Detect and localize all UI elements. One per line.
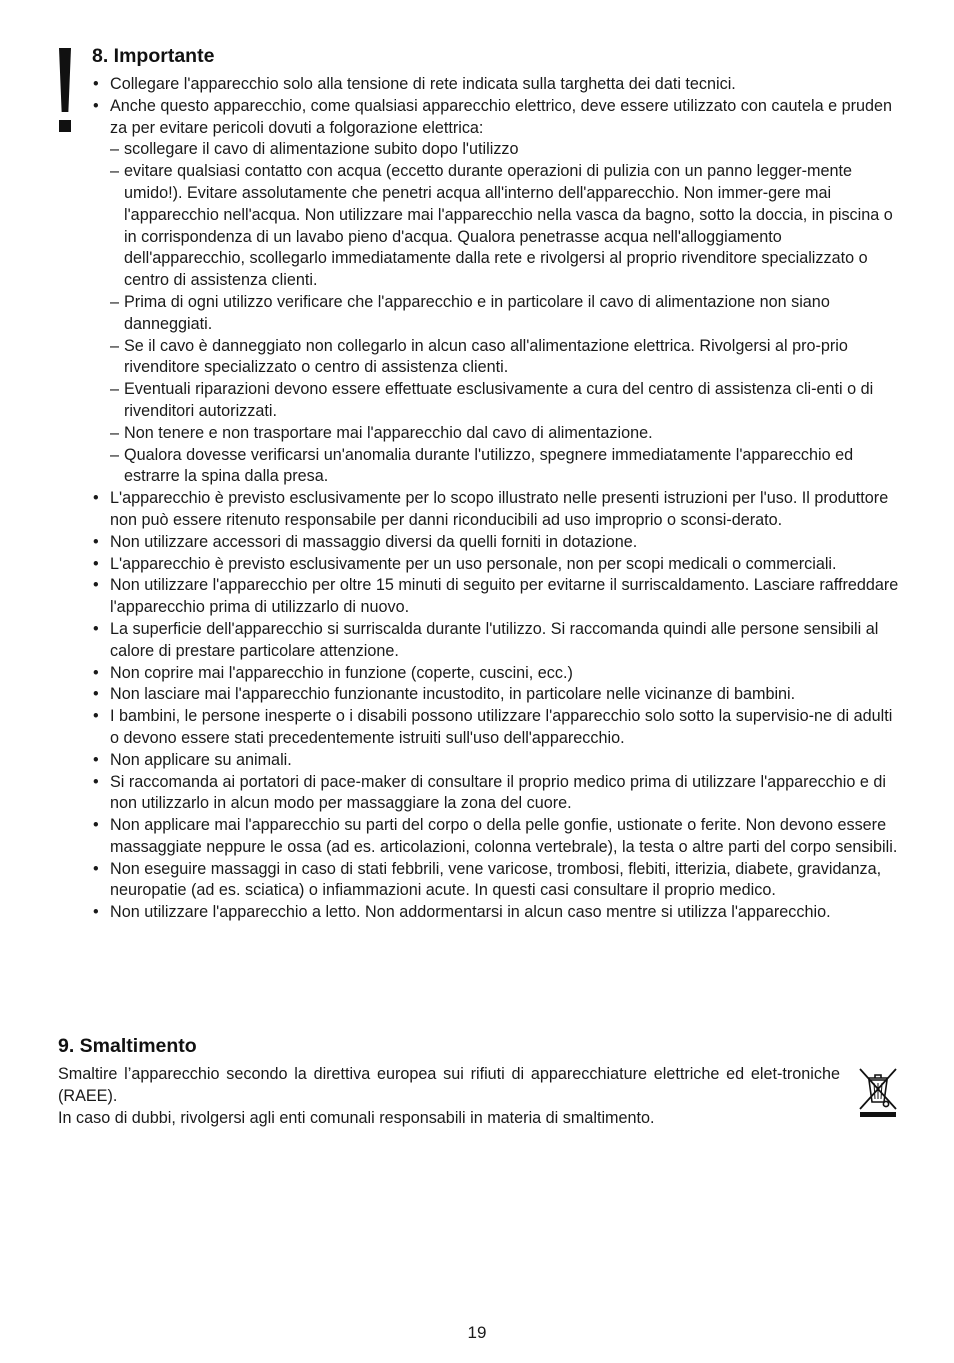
section-title: 9. Smaltimento <box>58 1035 197 1057</box>
list-item: • Si raccomanda ai portatori di pace-maker di consultare il proprio medico prima di utilizzare l'apparecchio e di non utilizzarlo in alcun modo per massaggiare la zona del cuore. <box>92 772 900 816</box>
list-item: • Anche questo apparecchio, come qualsiasi apparecchio elettrico, deve essere utilizzato con cautela e pruden za per evitare pericoli dovuti a folgorazione elettrica: <box>92 96 900 140</box>
list-item: • Non coprire mai l'apparecchio in funzione (coperte, cuscini, ecc.) <box>92 663 900 685</box>
sub-list-item: – Prima di ogni utilizzo verificare che l'apparecchio e in particolare il cavo di alimentazione non siano danneggiati. <box>92 292 900 336</box>
crossed-out-wheelie-bin-icon <box>856 1064 900 1118</box>
list-item: • Non utilizzare accessori di massaggio diversi da quelli forniti in dotazione. <box>92 532 900 554</box>
sub-list-item: – Qualora dovesse verificarsi un'anomalia durante l'utilizzo, spegnere immediatamente l'apparecchio ed estrarre la spina dalla presa. <box>92 445 900 489</box>
list-item: • L'apparecchio è previsto esclusivamente per lo scopo illustrato nelle presenti istruzioni per l'uso. Il produttore non può essere ritenuto responsabile per danni riconducibili ad uso improprio o sconsi-derato. <box>92 488 900 532</box>
list-item: • Non lasciare mai l'apparecchio funzionante incustodito, in particolare nelle vicinanze di bambini. <box>92 684 900 706</box>
sub-list-item: – evitare qualsiasi contatto con acqua (eccetto durante operazioni di pulizia con un panno legger-mente umido!). Evitare assolutamente che penetri acqua all'interno dell'apparecchio. Non immer-gere mai l'apparecchio nell'acqua. Non utilizzare mai l'apparecchio nella vasca da bagno, sotto la doccia, in piscina o in corrispondenza di un lavabo pieno d'acqua. Qualora penetrasse acqua nell'alloggiamento dell'apparecchio, scollegarlo immediatamente dalla rete e rivolgersi al proprio rivenditore specializzato o centro di assistenza clienti. <box>92 161 900 292</box>
sub-list-item: – Se il cavo è danneggiato non collegarlo in alcun caso all'alimentazione elettrica. Rivolgersi al pro-prio rivenditore specializzato o centro di assistenza clienti. <box>92 336 900 380</box>
sub-list-item: – scollegare il cavo di alimentazione subito dopo l'utilizzo <box>92 139 900 161</box>
disposal-contact-paragraph: In caso di dubbi, rivolgersi agli enti comunali responsabili in materia di smaltimento. <box>58 1108 655 1127</box>
section-importante <box>92 44 900 924</box>
list-item: • L'apparecchio è previsto esclusivamente per un uso personale, non per scopi medicali o commerciali. <box>92 554 900 576</box>
list-item: • Non utilizzare l'apparecchio a letto. Non addormentarsi in alcun caso mentre si utilizza l'apparecchio. <box>92 902 900 924</box>
section-title: 8. Importante <box>92 45 215 67</box>
list-item: • Non applicare su animali. <box>92 750 900 772</box>
disposal-paragraph: Smaltire l’apparecchio secondo la direttiva europea sui rifiuti di apparecchiature elettriche ed elet-troniche (RAEE). <box>58 1065 840 1105</box>
safety-list <box>92 74 900 924</box>
sub-list-item: – Eventuali riparazioni devono essere effettuate esclusivamente a cura del centro di assistenza cli-enti o di rivenditori autorizzati. <box>92 379 900 423</box>
list-item: • La superficie dell'apparecchio si surriscalda durante l'utilizzo. Si raccomanda quindi alle persone sensibili al calore di prestare particolare attenzione. <box>92 619 900 663</box>
list-item: • Non eseguire massaggi in caso di stati febbrili, vene varicose, trombosi, flebiti, itterizia, diabete, gravidanza, neuropatie (ad es. sciatica) o infiammazioni acute. In questi casi consultare il proprio medico. <box>92 859 900 903</box>
page-number: 19 <box>467 1323 487 1342</box>
list-item: • Collegare l'apparecchio solo alla tensione di rete indicata sulla targhetta dei dati tecnici. <box>92 74 900 96</box>
list-item: • Non utilizzare l'apparecchio per oltre 15 minuti di seguito per evitarne il surriscaldamento. Lasciare raffreddare l'apparecchio prima di utilizzarlo di nuovo. <box>92 575 900 619</box>
section-smaltimento <box>58 1034 900 1129</box>
sub-list-item: – Non tenere e non trasportare mai l'apparecchio dal cavo di alimentazione. <box>92 423 900 445</box>
list-item: • Non applicare mai l'apparecchio su parti del corpo o della pelle gonfie, ustionate o ferite. Non devono essere massaggiate neppure le ossa (ad es. articolazioni, colonna vertebrale), la testa o altre parti del corpo sensibili. <box>92 815 900 859</box>
list-item: • I bambini, le persone inesperte o i disabili possono utilizzare l'apparecchio solo sotto la supervisio-ne di adulti o devono essere stati precedentemente istruiti sull'uso dell'apparecchio. <box>92 706 900 750</box>
exclamation-mark-icon <box>58 48 72 132</box>
